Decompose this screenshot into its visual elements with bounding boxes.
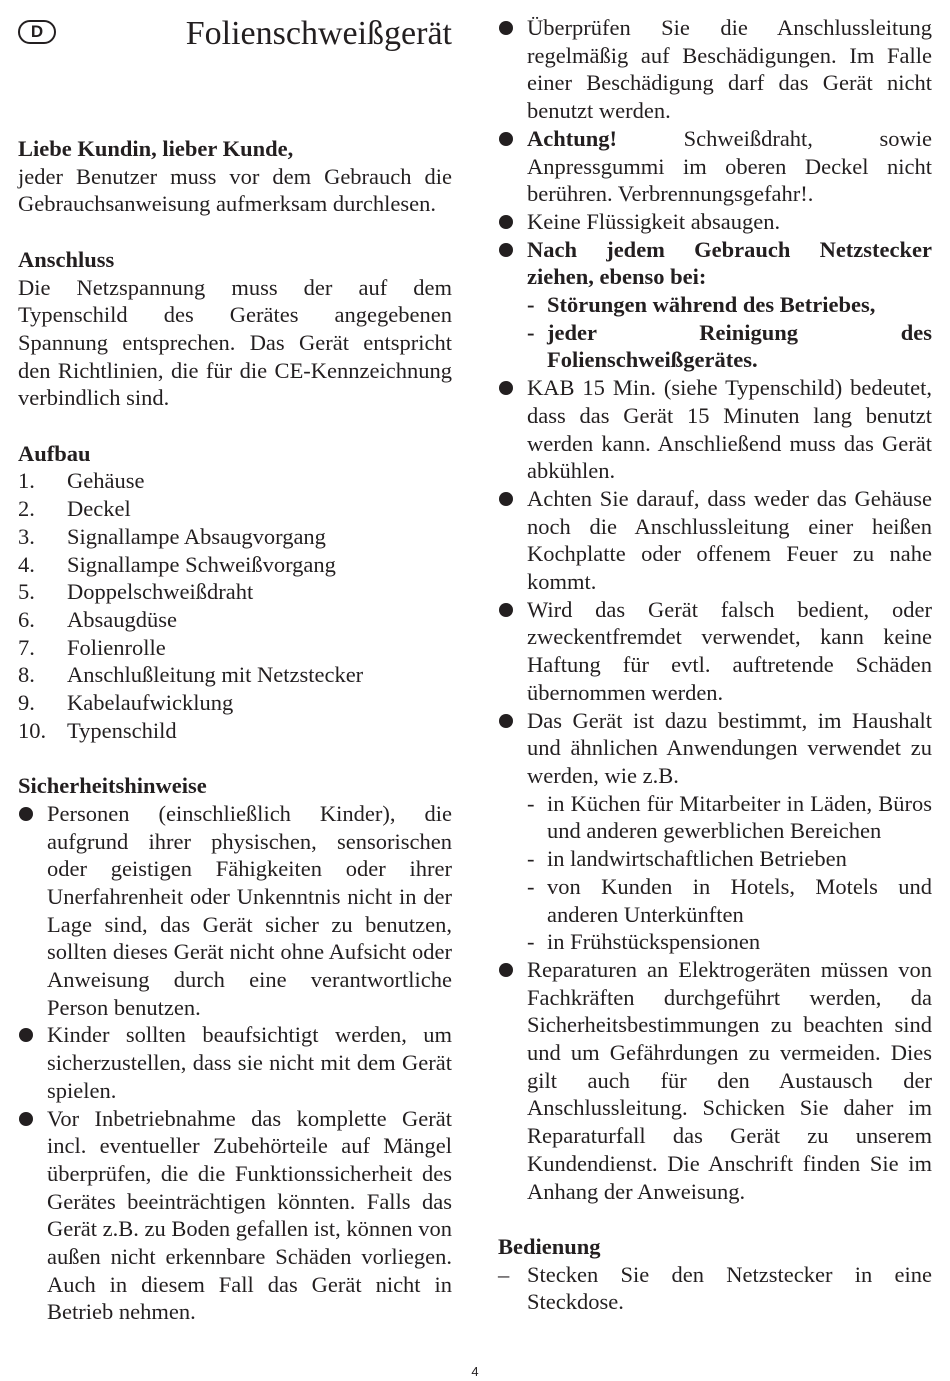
item-label: Absaugdüse <box>67 606 177 632</box>
bullet-text: Überprüfen Sie die Anschlussleitung regelmäßig auf Beschädigungen. Im Falle einer Beschädigung darf das Gerät nicht benutzt werden. <box>527 15 932 124</box>
list-item <box>18 551 452 579</box>
sub-item <box>527 845 932 873</box>
item-number: 5. <box>18 579 35 605</box>
bullet-icon <box>499 243 513 257</box>
list-item <box>18 578 452 606</box>
dash-marker: - <box>527 873 535 899</box>
bullet-text: Reparaturen an Elektrogeräten müssen von Fachkräften durchgeführt werden, da Sicherheitsbestimmungen zu beachten sind und um Gefährdungen zu vermeiden. Dies gilt auch für den Austausch der Anschlussleitung. Schicken Sie daher im Reparaturfall das Gerät zu unserem Kundendienst. Die Anschrift finden Sie im Anhang der Anweisung. <box>527 956 932 1204</box>
bullet-text: Personen (einschließlich Kinder), die aufgrund ihrer physischen, sensorischen oder geistigen Fähigkeiten oder ihrer Unerfahrenheit oder Unkenntnis nicht in der Lage sind, das Gerät sicher zu benutzen, sollten dieses Gerät nicht ohne Aufsicht oder Anweisung durch eine verantwortliche Person benutzen. <box>47 800 452 1020</box>
page-number: 4 <box>471 1364 479 1379</box>
bullet-icon <box>499 963 513 977</box>
safety-bullet <box>18 1105 452 1327</box>
dash-marker: - <box>527 846 535 872</box>
greeting: Liebe Kundin, lieber Kunde, <box>18 136 294 161</box>
safety-bullet <box>498 374 932 485</box>
item-label: Anschlußleitung mit Netzstecker <box>67 662 364 688</box>
intro-text: jeder Benutzer muss vor dem Gebrauch die Gebrauchsanweisung aufmerksam durchlesen. <box>18 163 452 217</box>
item-number: 6. <box>18 606 35 632</box>
sub-item <box>527 291 932 319</box>
safety-bullet <box>498 485 932 596</box>
unplug-sublist <box>498 291 932 374</box>
item-number: 4. <box>18 551 35 577</box>
bullet-icon <box>499 714 513 728</box>
list-item <box>18 717 452 745</box>
safety-bullet <box>498 208 932 236</box>
item-number: 1. <box>18 468 35 494</box>
dash-marker: - <box>527 790 535 816</box>
right-column <box>498 14 932 1316</box>
bullet-text: Wird das Gerät falsch bedient, oder zweckentfremdet verwendet, kann keine Haftung für evtl. auftretende Schäden übernommen werden. <box>527 596 932 705</box>
sub-item-text: in Frühstückspensionen <box>547 929 761 955</box>
sub-item <box>527 790 932 845</box>
item-label: Typenschild <box>67 717 177 743</box>
aufbau-list <box>18 467 452 744</box>
safety-bullet <box>498 596 932 707</box>
sub-item <box>527 319 932 374</box>
item-label: Signallampe Absaugvorgang <box>67 523 326 549</box>
sub-item <box>527 928 932 956</box>
item-number: 10. <box>18 717 47 743</box>
item-label: Doppelschweißdraht <box>67 579 254 605</box>
bullet-text: KAB 15 Min. (siehe Typenschild) bedeutet, dass das Gerät 15 Minuten lang benutzt werden kann. Anschließend muss das Gerät abkühlen. <box>527 375 932 484</box>
item-label: Folienrolle <box>67 634 166 660</box>
left-column <box>18 135 452 1326</box>
bullet-icon <box>499 132 513 146</box>
safety-bullet <box>498 956 932 1205</box>
item-number: 2. <box>18 496 35 522</box>
sub-item-text: jeder Reinigung des Folienschweißgerätes. <box>547 319 932 373</box>
bullet-text: Keine Flüssigkeit absaugen. <box>527 208 781 234</box>
dash-marker: - <box>527 319 535 345</box>
warning-label: Achtung! <box>527 125 618 151</box>
sub-item-text: in landwirtschaftlichen Betrieben <box>547 846 847 872</box>
dash-marker: – <box>498 1261 510 1287</box>
list-item <box>18 634 452 662</box>
safety-bullet <box>18 800 452 1022</box>
bullet-icon <box>19 1112 33 1126</box>
bullet-text: Das Gerät ist dazu bestimmt, im Haushalt und ähnlichen Anwendungen verwendet zu werden, wie z.B. <box>527 707 932 788</box>
sub-item <box>527 873 932 928</box>
bullet-text: Kinder sollten beaufsichtigt werden, um sicherzustellen, dass sie nicht mit dem Gerät spielen. <box>47 1022 452 1103</box>
anschluss-heading: Anschluss <box>18 246 115 272</box>
item-number: 7. <box>18 634 35 660</box>
sicherheit-heading: Sicherheitshinweise <box>18 773 207 799</box>
usage-sublist <box>498 790 932 956</box>
sub-item-text: von Kunden in Hotels, Motels und anderen Unterkünften <box>547 873 932 927</box>
list-item <box>18 661 452 689</box>
safety-bullet <box>498 125 932 208</box>
item-number: 9. <box>18 690 35 716</box>
dash-marker: - <box>527 929 535 955</box>
item-number: 8. <box>18 662 35 688</box>
bullet-icon <box>499 381 513 395</box>
item-label: Kabelaufwicklung <box>67 690 234 716</box>
bullet-icon <box>19 1028 33 1042</box>
item-number: 3. <box>18 523 35 549</box>
list-item <box>18 467 452 495</box>
sub-item-text: in Küchen für Mitarbeiter in Läden, Büros und anderen gewerblichen Bereichen <box>547 790 932 844</box>
sub-item-text: Störungen während des Betriebes, <box>547 292 876 318</box>
list-item <box>18 606 452 634</box>
operation-item <box>498 1261 932 1316</box>
bullet-text: Vor Inbetriebnahme das komplette Gerät incl. eventueller Zubehörteile auf Mängel überprüfen, die die Funktionssicherheit des Gerätes beeinträchtigen könnten. Falls das Gerät z.B. zu Boden gefallen ist, können von außen nicht erkennbare Schäden vorliegen. Auch in diesem Fall das Gerät nicht in Betrieb nehmen. <box>47 1105 452 1325</box>
safety-bullet <box>498 14 932 125</box>
safety-bullet <box>18 1021 452 1104</box>
bedienung-heading: Bedienung <box>498 1233 601 1259</box>
bullet-icon <box>499 492 513 506</box>
anschluss-text: Die Netzspannung muss der auf dem Typenschild des Gerätes angegebenen Spannung entsprechen. Das Gerät entspricht den Richtlinien, die für die CE-Kennzeichnung verbindlich sind. <box>18 274 452 411</box>
list-item <box>18 689 452 717</box>
safety-bullet <box>498 236 932 291</box>
operation-text: Stecken Sie den Netzstecker in eine Steckdose. <box>527 1261 932 1315</box>
item-label: Deckel <box>67 496 131 522</box>
bullet-icon <box>499 21 513 35</box>
list-item <box>18 495 452 523</box>
dash-marker: - <box>527 292 535 318</box>
bullet-icon <box>499 215 513 229</box>
item-label: Gehäuse <box>67 468 145 494</box>
bullet-text: Nach jedem Gebrauch Netzstecker ziehen, ebenso bei: <box>527 236 932 290</box>
bullet-text: Schweißdraht, sowie Anpressgummi im oberen Deckel nicht berühren. Verbrennungsgefahr!. <box>527 125 932 207</box>
bullet-icon <box>499 603 513 617</box>
safety-bullet <box>498 707 932 790</box>
bullet-text: Achten Sie darauf, dass weder das Gehäuse noch die Anschlussleitung einer heißen Kochplatte oder offenem Feuer zu nahe kommt. <box>527 485 932 595</box>
aufbau-heading: Aufbau <box>18 440 91 466</box>
item-label: Signallampe Schweißvorgang <box>67 551 336 577</box>
bullet-icon <box>19 807 33 821</box>
list-item <box>18 523 452 551</box>
language-badge: D <box>18 20 56 44</box>
page-title: Folienschweißgerät <box>185 15 452 52</box>
